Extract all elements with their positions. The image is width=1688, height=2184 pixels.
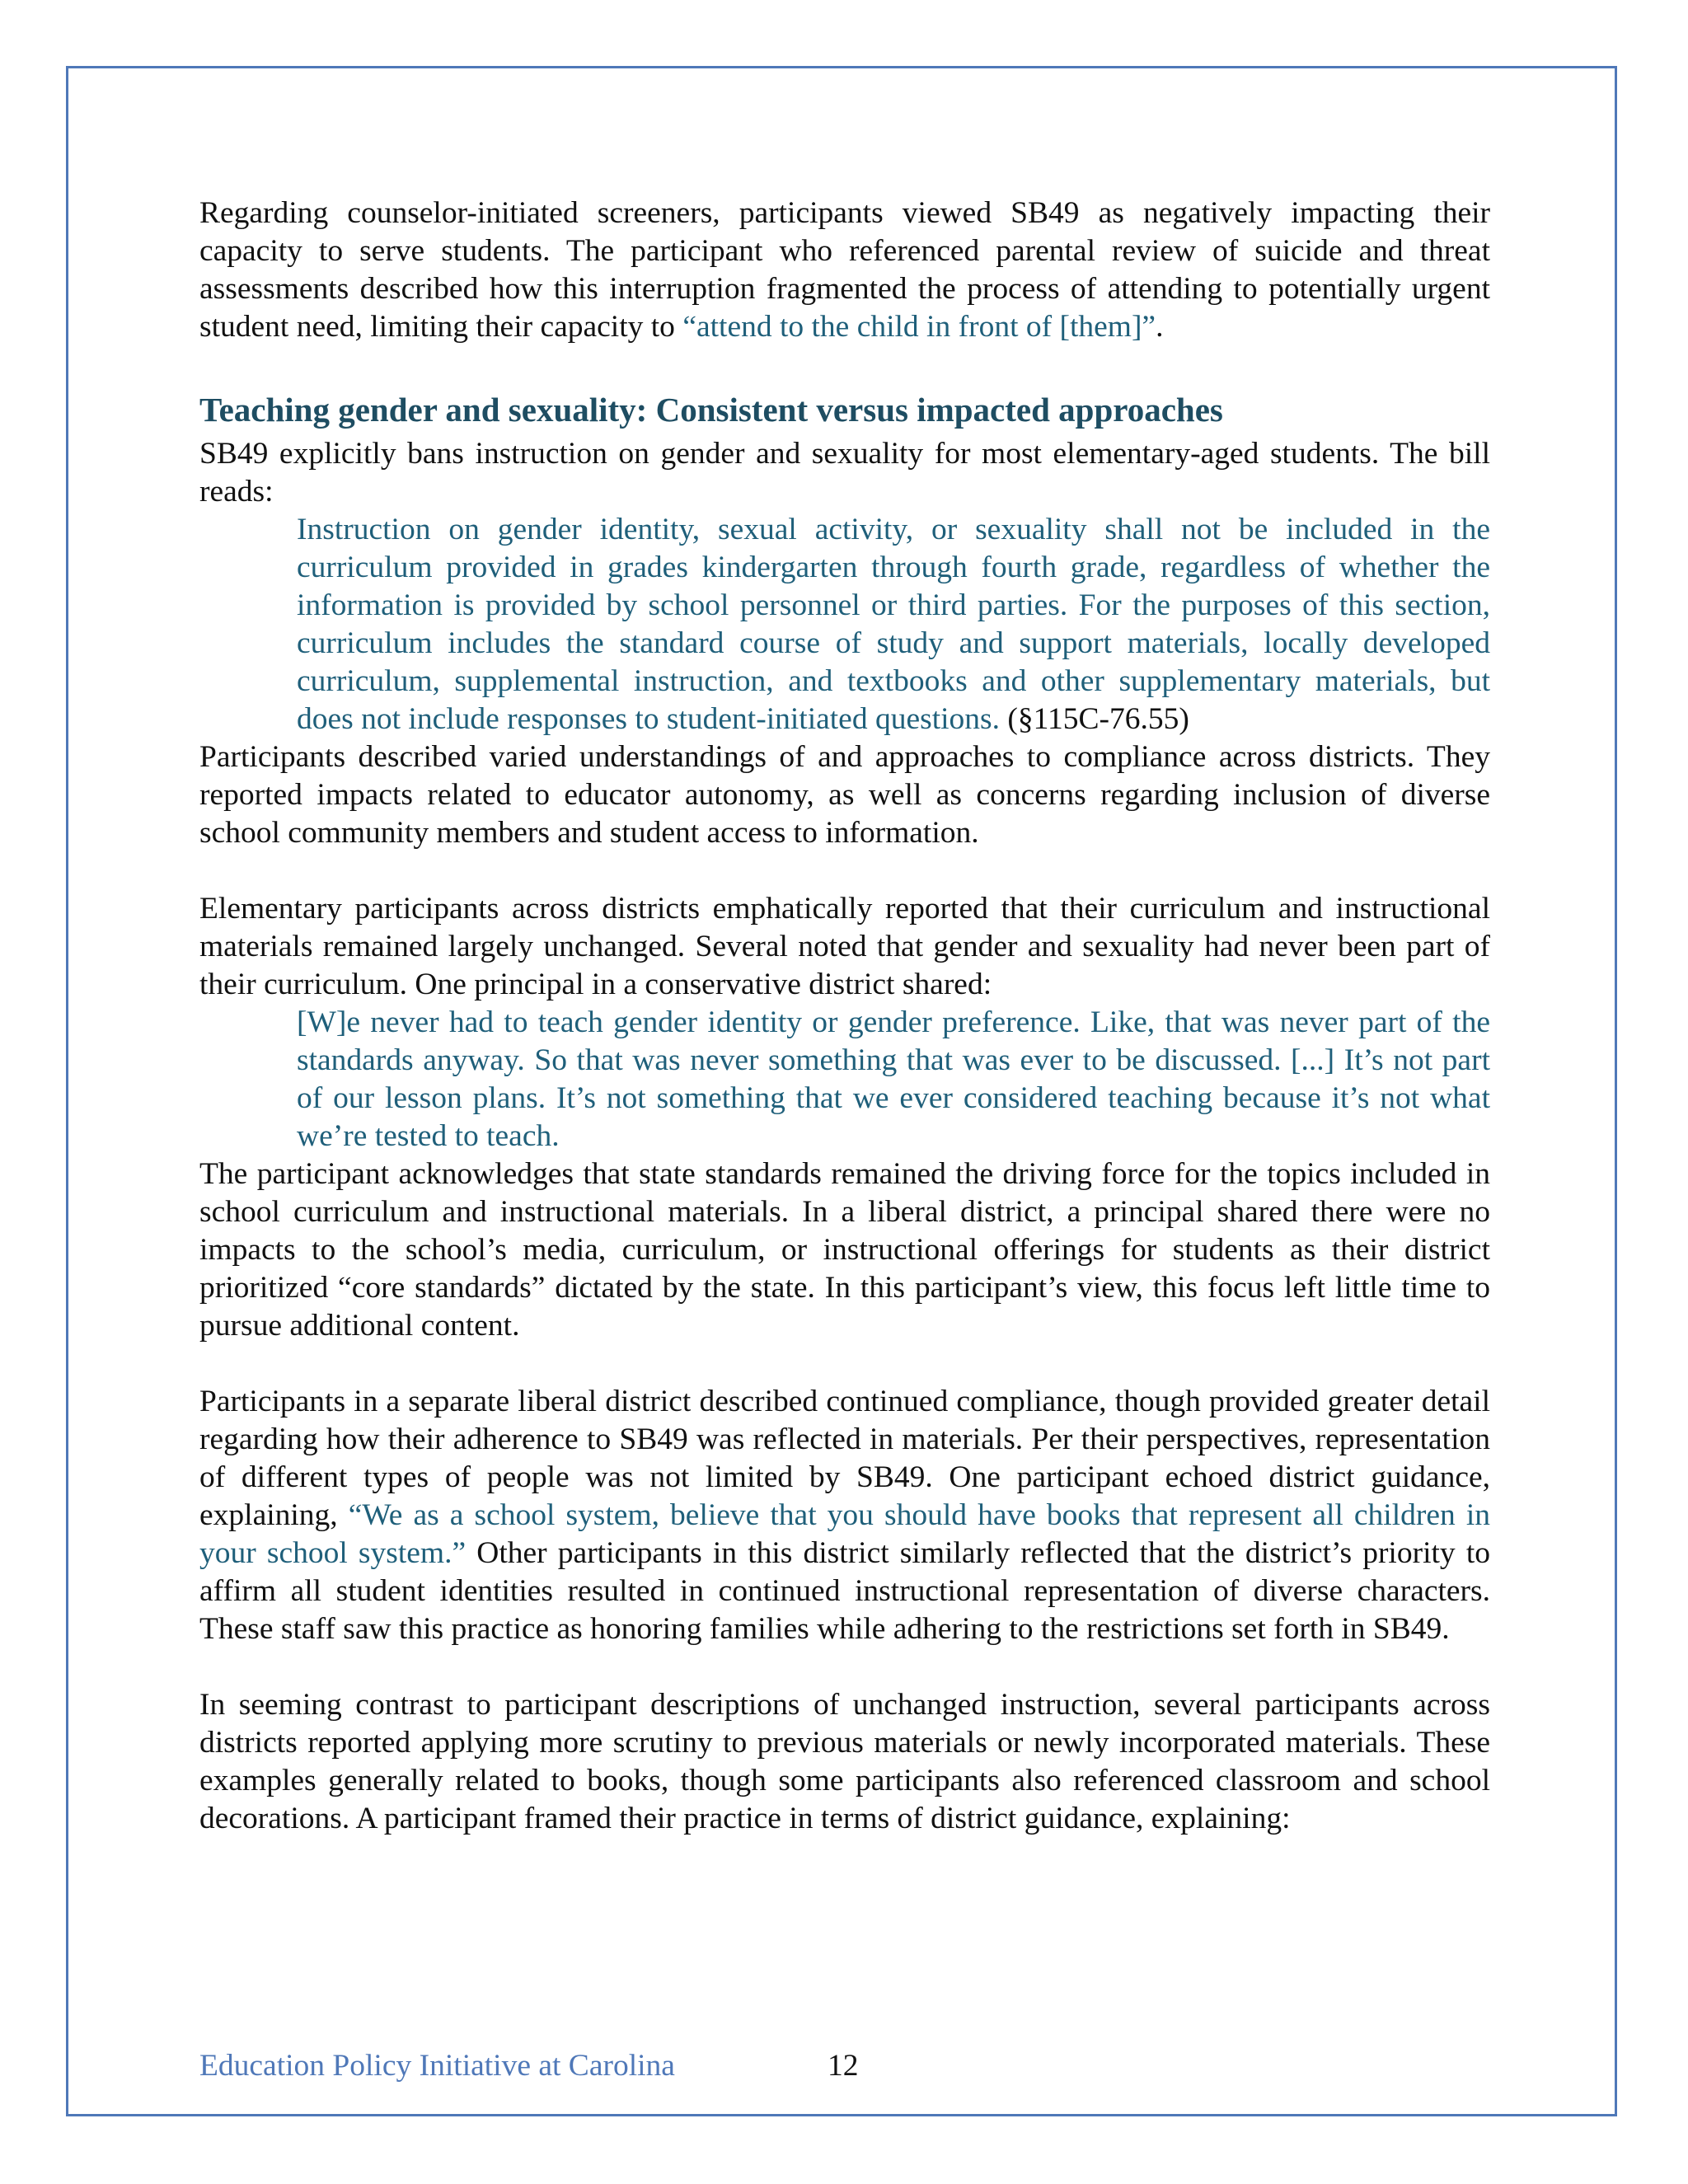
page-body — [199, 194, 1490, 1838]
inline-quote: “attend to the child in front of [them]” — [682, 310, 1156, 344]
paragraph-text: Other participants in this district similarly reflected that the district’s priority to affirm all student identities resulted in continued instructional representation of diverse characters. These staff saw this practice as honoring families while adhering to the restrictions set forth in SB49. — [199, 1536, 1490, 1646]
paragraph-scrutiny: In seeming contrast to participant descriptions of unchanged instruction, several participants across districts reported applying more scrutiny to previous materials or newly incorporated materials. These examples generally related to books, though some participants also referenced classroom and school decorations. A participant framed their practice in terms of district guidance, explaining: — [199, 1688, 1490, 1835]
footer-page-number: 12 — [828, 2049, 859, 2083]
block-quote-text: Instruction on gender identity, sexual activity, or sexuality shall not be included in the curriculum provided in grades kindergarten through fourth grade, regardless of whether the information is provided by school personnel or third parties. For the purposes of this section, curriculum includes the standard course of study and support materials, locally developed curriculum, supplemental instruction, and textbooks and other supplementary materials, but does not include responses to student-initiated questions. — [297, 513, 1490, 736]
citation: (§115C-76.55) — [1000, 702, 1189, 736]
paragraph-liberal-district — [199, 1383, 1490, 1648]
paragraph-state-standards: The participant acknowledges that state standards remained the driving force for the topics included in school curriculum and instructional materials. In a liberal district, a principal shared there were no impacts to the school’s media, curriculum, or instructional offerings for students as their district prioritized “core standards” dictated by the state. In this participant’s view, this focus left little time to pursue additional content. — [199, 1157, 1490, 1343]
paragraph-counselor-screeners — [199, 194, 1490, 346]
inline-quote: “We as a school system, believe that you should have books that represent all children in your school system.” — [199, 1498, 1490, 1570]
block-quote-bill — [297, 511, 1490, 738]
paragraph-text: Regarding counselor-initiated screeners, participants viewed SB49 as negatively impacting their capacity to serve students. The participant who referenced parental review of suicide and threat assessments described how this interruption fragmented the process of attending to potentially urgent student need, limiting their capacity to — [199, 196, 1490, 344]
block-quote-principal: [W]e never had to teach gender identity or gender preference. Like, that was never part of the standards anyway. So that was never something that was ever to be discussed. [...] It’s not part of our lesson plans. It’s not something that we ever considered teaching because it’s not what we’re tested to teach. — [297, 1005, 1490, 1153]
footer-organization: Education Policy Initiative at Carolina — [199, 2049, 675, 2083]
paragraph-text: Participants in a separate liberal district described continued compliance, though provided greater detail regarding how their adherence to SB49 was reflected in materials. Per their perspectives, representation of different types of people was not limited by SB49. One participant echoed district guidance, explaining, — [199, 1385, 1490, 1532]
paragraph-sb49-bans: SB49 explicitly bans instruction on gender and sexuality for most elementary-aged students. The bill reads: — [199, 437, 1490, 509]
paragraph-elementary-participants: Elementary participants across districts emphatically reported that their curriculum and instructional materials remained largely unchanged. Several noted that gender and sexuality had never been part of their curriculum. One principal in a conservative district shared: — [199, 892, 1490, 1001]
paragraph-varied-understandings: Participants described varied understandings of and approaches to compliance across districts. They reported impacts related to educator autonomy, as well as concerns regarding inclusion of diverse school community members and student access to information. — [199, 740, 1490, 850]
paragraph-text: . — [1156, 310, 1164, 344]
section-heading: Teaching gender and sexuality: Consistent versus impacted approaches — [199, 391, 1223, 429]
